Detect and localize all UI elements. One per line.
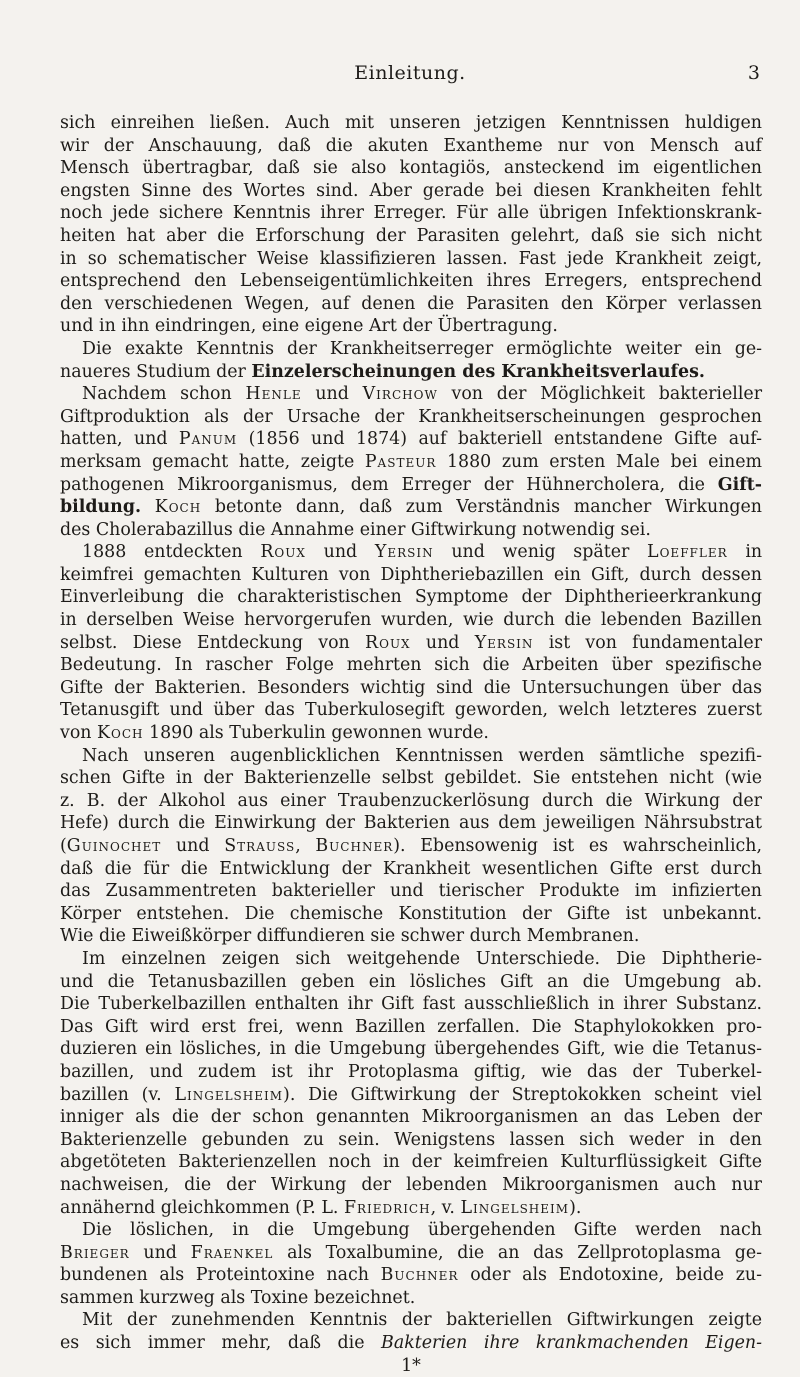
author-name: Guinochet xyxy=(66,836,162,856)
text-line xyxy=(60,722,762,745)
text-line: Die löslichen, in die Umgebung übergehenden Gifte werden nach xyxy=(82,1220,762,1241)
text-line: das Zusammentreten bakterieller und tierischer Produkte im infizierten xyxy=(60,881,762,902)
text-line xyxy=(60,835,762,858)
author-name: Henle xyxy=(245,384,302,405)
text-run: und xyxy=(323,542,358,563)
text-line: und die Tetanusbazillen geben ein lösliches Gift an die Umgebung ab. xyxy=(60,971,762,992)
text-line xyxy=(60,383,762,406)
text-run: von der Möglichkeit bakterieller xyxy=(451,384,763,405)
author-name: Brieger xyxy=(60,1242,130,1263)
author-name: Koch xyxy=(154,497,202,518)
text-run: (1856 und 1874) auf bakteriell entstandene Gifte auf- xyxy=(248,429,762,450)
author-name: Lingelsheim xyxy=(460,1197,570,1218)
text-run: und xyxy=(143,1242,177,1263)
author-name: Lingelsheim xyxy=(174,1084,284,1105)
text-run: ( xyxy=(60,836,67,856)
text-line: z. B. der Alkohol aus einer Traubenzuckerlösung durch die Wirkung der xyxy=(60,790,762,811)
text-line xyxy=(60,428,762,451)
text-run: 1888 entdeckten xyxy=(82,542,243,563)
text-line: Bakterienzelle gebunden zu sein. Wenigstens lassen sich weder in den xyxy=(60,1129,762,1150)
author-name: Yersin xyxy=(374,542,434,563)
text-line xyxy=(60,1332,762,1355)
emphasis-bold: Einzelerscheinungen des Krankheitsverlaufes. xyxy=(251,361,705,382)
author-name: Friedrich xyxy=(343,1197,431,1218)
text-line: in derselben Weise hervorgerufen wurden, wie durch die lebenden Bazillen xyxy=(60,610,762,631)
text-line: Nach unseren augenblicklichen Kenntnissen werden sämtliche spezifi- xyxy=(82,745,762,766)
text-line: daß die für die Entwicklung der Krankheit wesentlichen Gifte erst durch xyxy=(60,858,762,879)
text-line: sammen kurzweg als Toxine bezeichnet. xyxy=(60,1287,416,1308)
author-name: Roux xyxy=(365,632,411,653)
text-run: ). Ebensowenig ist es wahrscheinlich, xyxy=(393,836,763,856)
author-name: Loeffler xyxy=(647,542,728,563)
text-run: selbst. Diese Entdeckung von xyxy=(60,632,350,653)
text-line: Im einzelnen zeigen sich weitgehende Unterschiede. Die Diphtherie- xyxy=(82,948,762,969)
text-line xyxy=(60,1084,762,1107)
text-line: Mensch übertragbar, daß sie also kontagiös, ansteckend im eigentlichen xyxy=(60,158,762,179)
text-run: und xyxy=(315,384,349,405)
text-run: naueres Studium der xyxy=(60,361,246,382)
text-line: Mit der zunehmenden Kenntnis der bakteriellen Giftwirkungen zeigte xyxy=(82,1310,762,1331)
text-line xyxy=(60,1197,762,1220)
text-run: und wenig später xyxy=(451,542,630,563)
text-line xyxy=(60,632,762,655)
text-line: Einverleibung die charakteristischen Symptome der Diphtherieerkrankung xyxy=(60,587,762,608)
author-name: Roux xyxy=(260,542,306,563)
text-run: hatten, und xyxy=(60,429,168,450)
text-run: , xyxy=(295,836,301,856)
text-run: und xyxy=(175,836,210,856)
text-run: Nachdem schon xyxy=(82,384,232,405)
author-name: Strauss xyxy=(224,836,296,856)
text-line: Körper entstehen. Die chemische Konstitution der Gifte ist unbekannt. xyxy=(60,903,762,924)
author-name: Pasteur xyxy=(364,451,437,472)
text-line: des Cholerabazillus die Annahme einer Giftwirkung notwendig sei. xyxy=(60,519,651,540)
emphasis-bold: Gift- xyxy=(717,474,762,495)
running-title: Einleitung. xyxy=(354,62,466,84)
text-run: ). Die Giftwirkung der Streptokokken scheint viel xyxy=(283,1084,762,1105)
author-name: Fraenkel xyxy=(190,1242,274,1263)
text-line: bazillen, und zudem ist ihr Protoplasma giftig, wie das der Tuberkel- xyxy=(60,1061,762,1082)
text-line: in so schematischer Weise klassifizieren lassen. Fast jede Krankheit zeigt, xyxy=(60,248,762,269)
body-text xyxy=(60,112,762,1377)
text-line: abgetöteten Bakterienzellen noch in der keimfreien Kulturflüssigkeit Gifte xyxy=(60,1152,762,1173)
text-run: , v. xyxy=(430,1197,455,1218)
text-run: betonte dann, daß zum Verständnis mancher Wirkungen xyxy=(214,497,762,518)
text-run: als Toxalbumine, die an das Zellprotoplasma ge- xyxy=(287,1242,762,1263)
text-line: und in ihn eindringen, eine eigene Art der Übertragung. xyxy=(60,316,558,337)
text-line: Die Tuberkelbazillen enthalten ihr Gift fast ausschließlich in ihrer Substanz. xyxy=(60,994,762,1015)
text-run: ist von fundamentaler xyxy=(548,632,763,653)
text-line: duzieren ein lösliches, in die Umgebung übergehendes Gift, wie die Tetanus- xyxy=(60,1039,762,1060)
text-run: 1880 zum ersten Male bei einem xyxy=(446,451,762,472)
author-name: Buchner xyxy=(380,1265,459,1286)
text-line: Das Gift wird erst frei, wenn Bazillen zerfallen. Die Staphylokokken pro- xyxy=(60,1016,762,1037)
author-name: Buchner xyxy=(315,836,394,856)
text-line: Wie die Eiweißkörper diffundieren sie schwer durch Membranen. xyxy=(60,926,640,947)
text-line: keimfrei gemachten Kulturen von Diphtheriebazillen ein Gift, durch dessen xyxy=(60,564,762,585)
signature-mark: 1* xyxy=(401,1355,421,1376)
page-number: 3 xyxy=(747,62,760,84)
text-line: Bedeutung. In rascher Folge mehrten sich die Arbeiten über spezifische xyxy=(60,655,762,676)
text-run: pathogenen Mikroorganismus, dem Erreger der Hühnercholera, die xyxy=(60,474,705,495)
text-line: wir der Anschauung, daß die akuten Exantheme nur von Mensch auf xyxy=(60,135,762,156)
author-name: Panum xyxy=(178,429,238,450)
text-line: entsprechend den Lebenseigentümlichkeiten ihres Erregers, entsprechend xyxy=(60,271,762,292)
text-run: 1890 als Tuberkulin gewonnen wurde. xyxy=(149,723,489,744)
text-run: annähernd gleichkommen (P. L. xyxy=(60,1197,339,1218)
text-line: nachweisen, die der Wirkung der lebenden Mikroorganismen auch nur xyxy=(60,1174,762,1195)
text-line xyxy=(60,451,762,474)
text-line: Hefe) durch die Einwirkung der Bakterien aus dem jeweiligen Nährsubstrat xyxy=(60,813,762,834)
author-name: Yersin xyxy=(474,632,534,653)
text-line: noch jede sichere Kenntnis ihrer Erreger. Für alle übrigen Infektionskrank- xyxy=(60,203,762,224)
emphasis-bold: bildung. xyxy=(60,497,142,518)
text-line xyxy=(60,541,762,564)
text-line: schen Gifte in der Bakterienzelle selbst gebildet. Sie entstehen nicht (wie xyxy=(60,768,762,789)
text-run: in xyxy=(745,542,763,563)
text-run: ). xyxy=(569,1197,582,1218)
text-line xyxy=(60,361,762,384)
text-line xyxy=(60,1264,762,1287)
text-line: den verschiedenen Wegen, auf denen die Parasiten den Körper verlassen xyxy=(60,293,762,314)
text-line: Giftproduktion als der Ursache der Krankheitserscheinungen gesprochen xyxy=(60,406,762,427)
text-line: sich einreihen ließen. Auch mit unseren jetzigen Kenntnissen huldigen xyxy=(60,113,762,133)
text-line: heiten hat aber die Erforschung der Parasiten gelehrt, daß sie sich nicht xyxy=(60,225,762,246)
text-run: von xyxy=(60,723,92,744)
text-line: Gifte der Bakterien. Besonders wichtig sind die Untersuchungen über das xyxy=(60,677,762,698)
text-run: bundenen als Proteintoxine nach xyxy=(60,1265,369,1286)
text-line xyxy=(60,496,762,519)
running-header xyxy=(60,62,760,90)
text-run: es sich immer mehr, daß die xyxy=(60,1333,365,1354)
author-name: Virchow xyxy=(362,384,438,405)
text-line: engsten Sinne des Wortes sind. Aber gerade bei diesen Krankheiten fehlt xyxy=(60,180,762,201)
emphasis-italic: Bakterien ihre krankmachenden Eigen- xyxy=(381,1333,762,1354)
text-run: oder als Endotoxine, beide zu- xyxy=(470,1265,763,1286)
text-run: bazillen (v. xyxy=(60,1084,162,1105)
text-line xyxy=(60,1242,762,1265)
author-name: Koch xyxy=(97,723,144,744)
text-line xyxy=(60,474,762,497)
text-line: Die exakte Kenntnis der Krankheitserreger ermöglichte weiter ein ge- xyxy=(82,338,762,359)
text-line: Tetanusgift und über das Tuberkulosegift geworden, welch letzteres zuerst xyxy=(60,700,762,721)
text-run: merksam gemacht hatte, zeigte xyxy=(60,451,355,472)
text-run: und xyxy=(425,632,460,653)
text-line: inniger als die der schon genannten Mikroorganismen an das Leben der xyxy=(60,1107,762,1128)
